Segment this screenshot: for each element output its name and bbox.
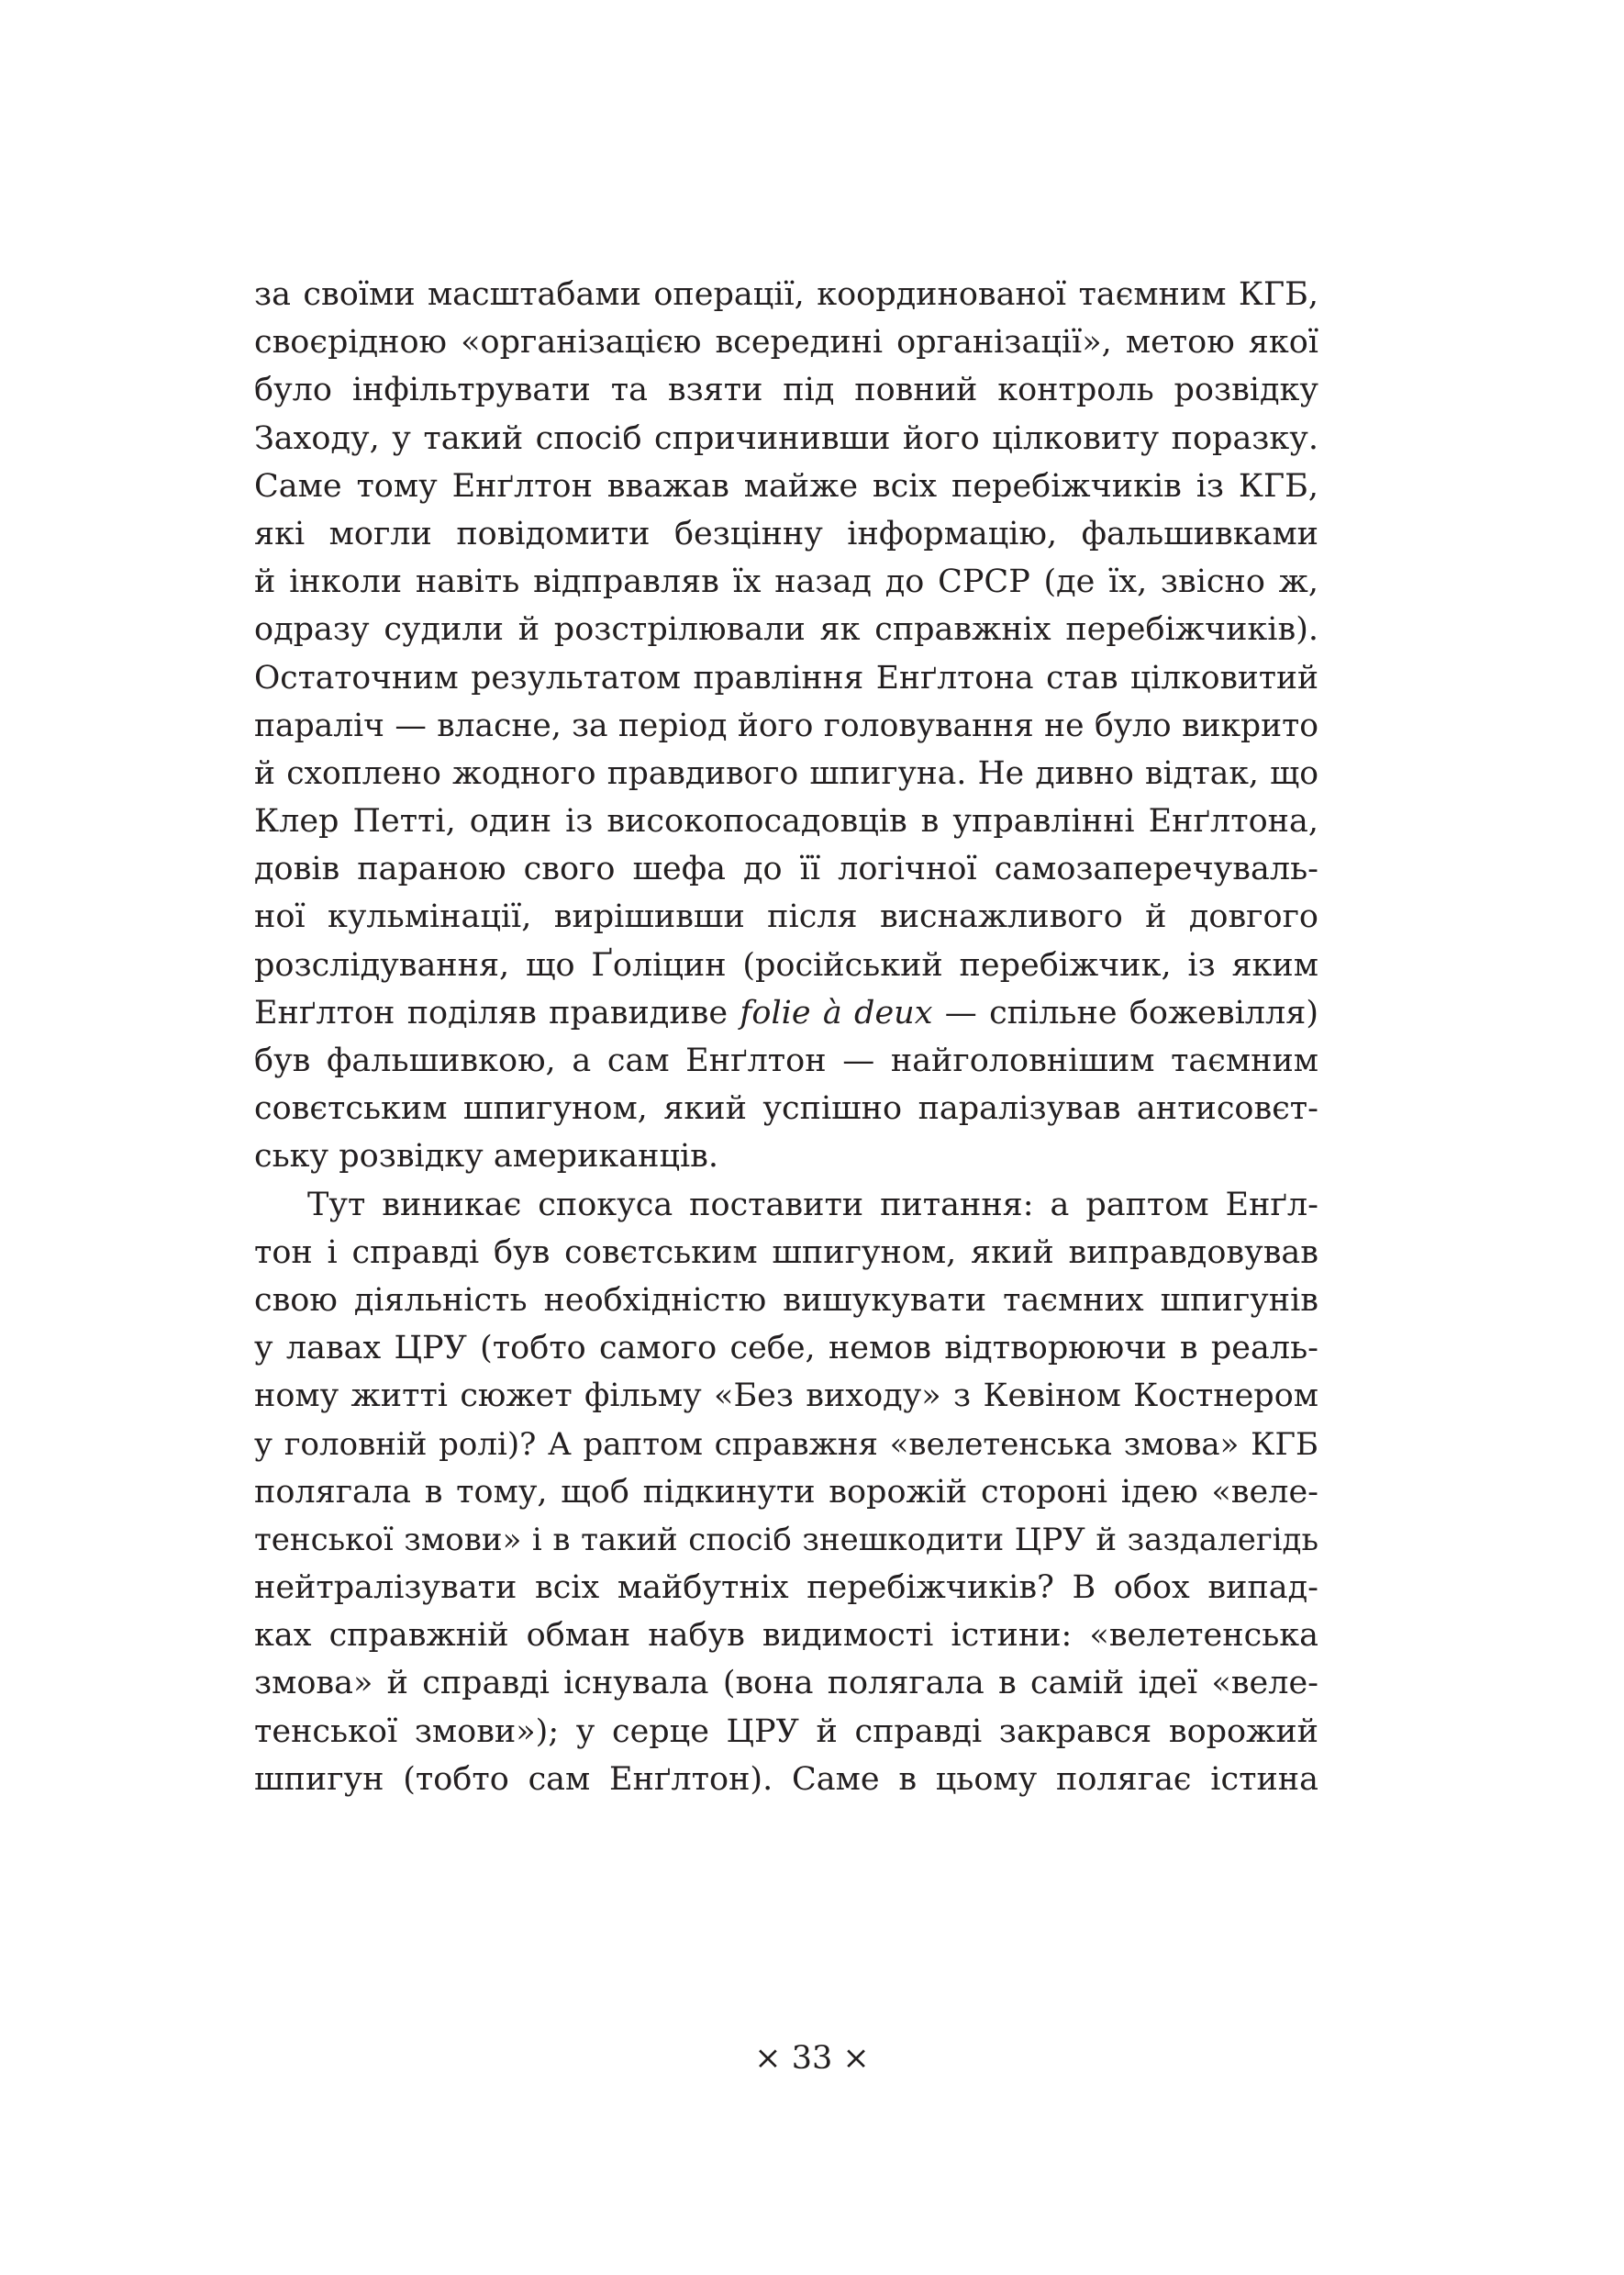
text-line: совєтським шпигуном, який успішно паралізував антисовєт-	[254, 1090, 1318, 1128]
page-number: × 33 ×	[754, 2040, 870, 2077]
text-line: й схоплено жодного правдивого шпигуна. Не дивно відтак, що	[254, 754, 1318, 792]
text-line: ську розвідку американців.	[254, 1138, 718, 1176]
text-line: ках справжній обман набув видимості істини: «велетенська	[254, 1617, 1318, 1655]
text-line: було інфільтрувати та взяти під повний контроль розвідку	[254, 372, 1318, 409]
text-line: змова» й справді існувала (вона полягала в самій ідеї «веле-	[254, 1665, 1318, 1702]
text-line: тенської змови»); у серце ЦРУ й справді закрався ворожий	[254, 1712, 1318, 1750]
text-line: Клер Петті, один із високопосадовців в управлінні Енґлтона,	[254, 803, 1318, 841]
text-line: за своїми масштабами операції, координованої таємним КГБ,	[254, 276, 1318, 313]
text-line: ному житті сюжет фільму «Без виходу» з Кевіном Костнером	[254, 1377, 1318, 1415]
text-line	[254, 989, 1318, 1037]
text-run: — спільне божевілля)	[932, 994, 1318, 1032]
text-line: тенської змови» і в такий спосіб знешкодити ЦРУ й заздалегідь	[254, 1521, 1318, 1558]
paragraph	[254, 1181, 1318, 1803]
text-line: одразу судили й розстрілювали як справжніх перебіжчиків).	[254, 611, 1318, 649]
body-text	[254, 271, 1318, 1803]
text-line: довів параною свого шефа до її логічної самозаперечуваль-	[254, 851, 1318, 888]
text-line: у головній ролі)? А раптом справжня «велетенська змова» КГБ	[254, 1425, 1318, 1463]
italic-phrase: folie à deux	[740, 994, 933, 1032]
text-line: розслідування, що Ґоліцин (російський перебіжчик, із яким	[254, 946, 1318, 984]
text-line: ної кульмінації, вирішивши після виснажливого й довгого	[254, 898, 1318, 936]
text-line: параліч — власне, за період його головування не було викрито	[254, 707, 1318, 744]
text-line: своєрідною «організацією всередині організації», метою якої	[254, 324, 1318, 362]
text-line: Остаточним результатом правління Енґлтона став цілковитий	[254, 659, 1318, 697]
text-line: які могли повідомити безцінну інформацію, фальшивками	[254, 515, 1318, 552]
text-line: у лавах ЦРУ (тобто самого себе, немов відтворюючи в реаль-	[254, 1330, 1318, 1367]
text-line: Тут виникає спокуса поставити питання: а раптом Енґл-	[307, 1186, 1318, 1223]
text-run: Енґлтон поділяв правидиве	[254, 994, 740, 1032]
text-line: був фальшивкою, а сам Енґлтон — найголовнішим таємним	[254, 1043, 1318, 1079]
text-line: свою діяльність необхідністю вишукувати таємних шпигунів	[254, 1281, 1318, 1319]
text-line: шпигун (тобто сам Енґлтон). Саме в цьому полягає істина	[254, 1760, 1318, 1798]
text-line: нейтралізувати всіх майбутніх перебіжчиків? В обох випад-	[254, 1569, 1318, 1607]
paragraph	[254, 271, 1318, 1181]
text-line: Заходу, у такий спосіб спричинивши його цілковиту поразку.	[254, 419, 1318, 457]
text-line: тон і справді був совєтським шпигуном, який виправдовував	[254, 1233, 1318, 1271]
text-line: полягала в тому, щоб підкинути ворожій стороні ідею «веле-	[254, 1473, 1318, 1511]
text-line: й інколи навіть відправляв їх назад до СРСР (де їх, звісно ж,	[254, 563, 1318, 601]
text-line: Саме тому Енґлтон вважав майже всіх перебіжчиків із КГБ,	[254, 467, 1318, 505]
